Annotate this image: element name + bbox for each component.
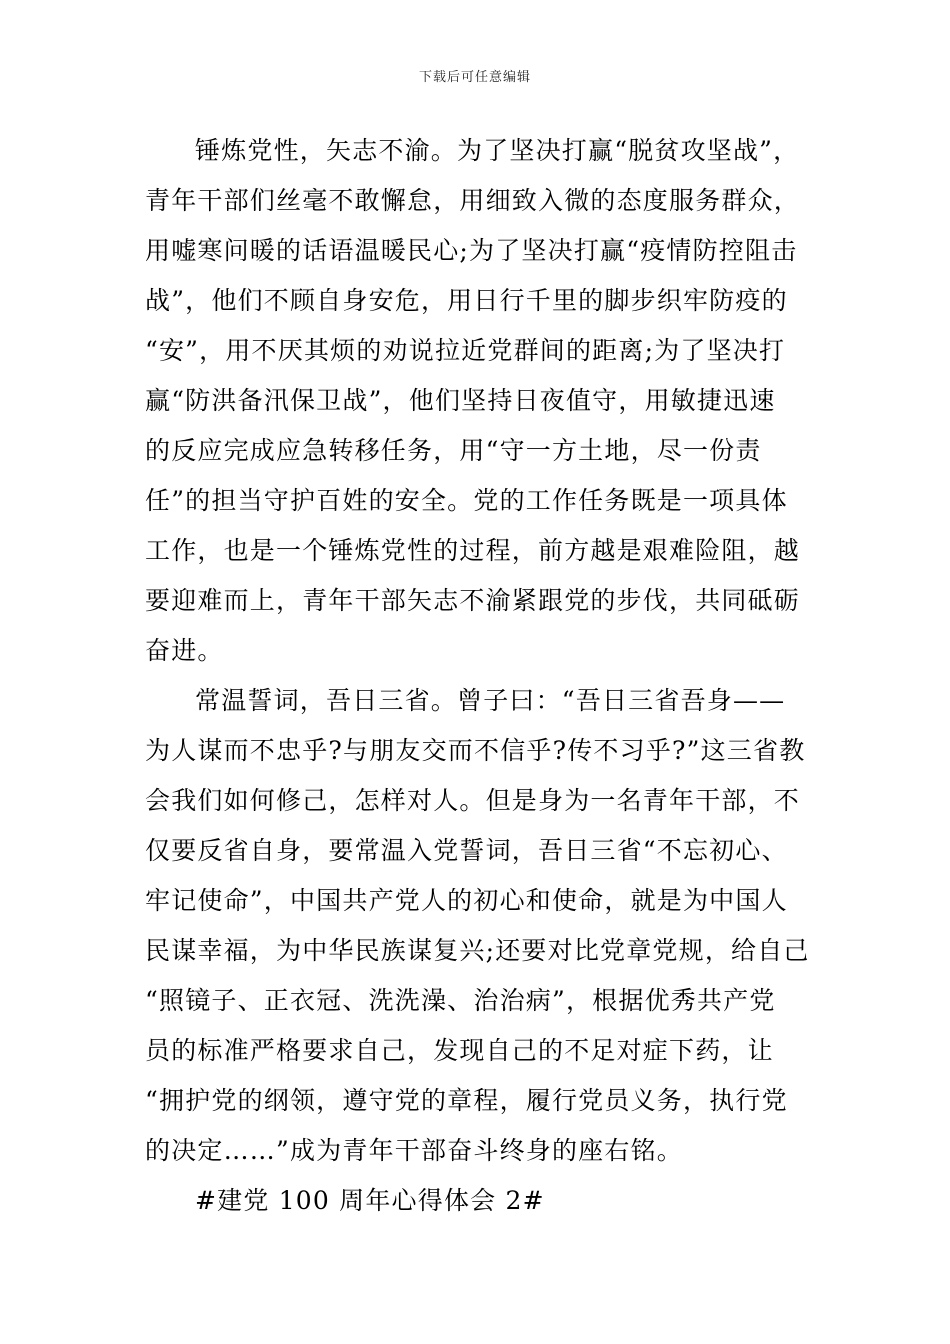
paragraph-1-line: 赢“防洪备汛保卫战”，他们坚持日夜值守，用敏捷迅速 bbox=[145, 386, 776, 415]
paragraph-1-line: “安”，用不厌其烦的劝说拉近党群间的距离;为了坚决打 bbox=[145, 336, 786, 365]
paragraph-2-line: 员的标准严格要求自己，发现自己的不足对症下药，让 bbox=[145, 1036, 774, 1065]
paragraph-2-line: 牢记使命”，中国共产党人的初心和使命，就是为中国人 bbox=[145, 886, 788, 915]
paragraph-2-line: 常温誓词，吾日三省。曾子曰：“吾日三省吾身—— bbox=[195, 686, 786, 715]
paragraph-1-line: 战”，他们不顾自身安危，用日行千里的脚步织牢防疫的 bbox=[145, 286, 788, 315]
paragraph-2-line: 为人谋而不忠乎?与朋友交而不信乎?传不习乎?”这三省教 bbox=[145, 736, 806, 765]
header-note: 下载后可任意编辑 bbox=[418, 70, 531, 85]
paragraph-2-line: 的决定……”成为青年干部奋斗终身的座右铭。 bbox=[145, 1136, 683, 1165]
paragraph-1-line: 奋进。 bbox=[145, 636, 224, 665]
paragraph-2-line: “拥护党的纲领，遵守党的章程，履行党员义务，执行党 bbox=[145, 1086, 788, 1115]
paragraph-1-line: 工作，也是一个锤炼党性的过程，前方越是艰难险阻，越 bbox=[145, 536, 801, 565]
paragraph-1-line: 青年干部们丝毫不敢懈怠，用细致入微的态度服务群众， bbox=[145, 186, 801, 215]
paragraph-2-line: “照镜子、正衣冠、洗洗澡、治治病”，根据优秀共产党 bbox=[145, 986, 776, 1015]
paragraph-1-line: 的反应完成应急转移任务，用“守一方土地，尽一份责 bbox=[145, 436, 762, 465]
paragraph-1-line: 要迎难而上，青年干部矢志不渝紧跟党的步伐，共同砥砺 bbox=[145, 586, 801, 615]
paragraph-1-line: 任”的担当守护百姓的安全。党的工作任务既是一项具体 bbox=[145, 486, 788, 515]
paragraph-1-line: 锤炼党性，矢志不渝。为了坚决打赢“脱贫攻坚战”， bbox=[195, 136, 800, 165]
paragraph-2-line: 民谋幸福，为中华民族谋复兴;还要对比党章党规，给自己 bbox=[145, 936, 810, 965]
section-heading: #建党 100 周年心得体会 2# bbox=[195, 1186, 545, 1215]
paragraph-2-line: 仅要反省自身，要常温入党誓词，吾日三省“不忘初心、 bbox=[145, 836, 788, 865]
paragraph-2-line: 会我们如何修己，怎样对人。但是身为一名青年干部，不 bbox=[145, 786, 801, 815]
paragraph-1-line: 用嘘寒问暖的话语温暖民心;为了坚决打赢“疫情防控阻击 bbox=[145, 236, 798, 265]
